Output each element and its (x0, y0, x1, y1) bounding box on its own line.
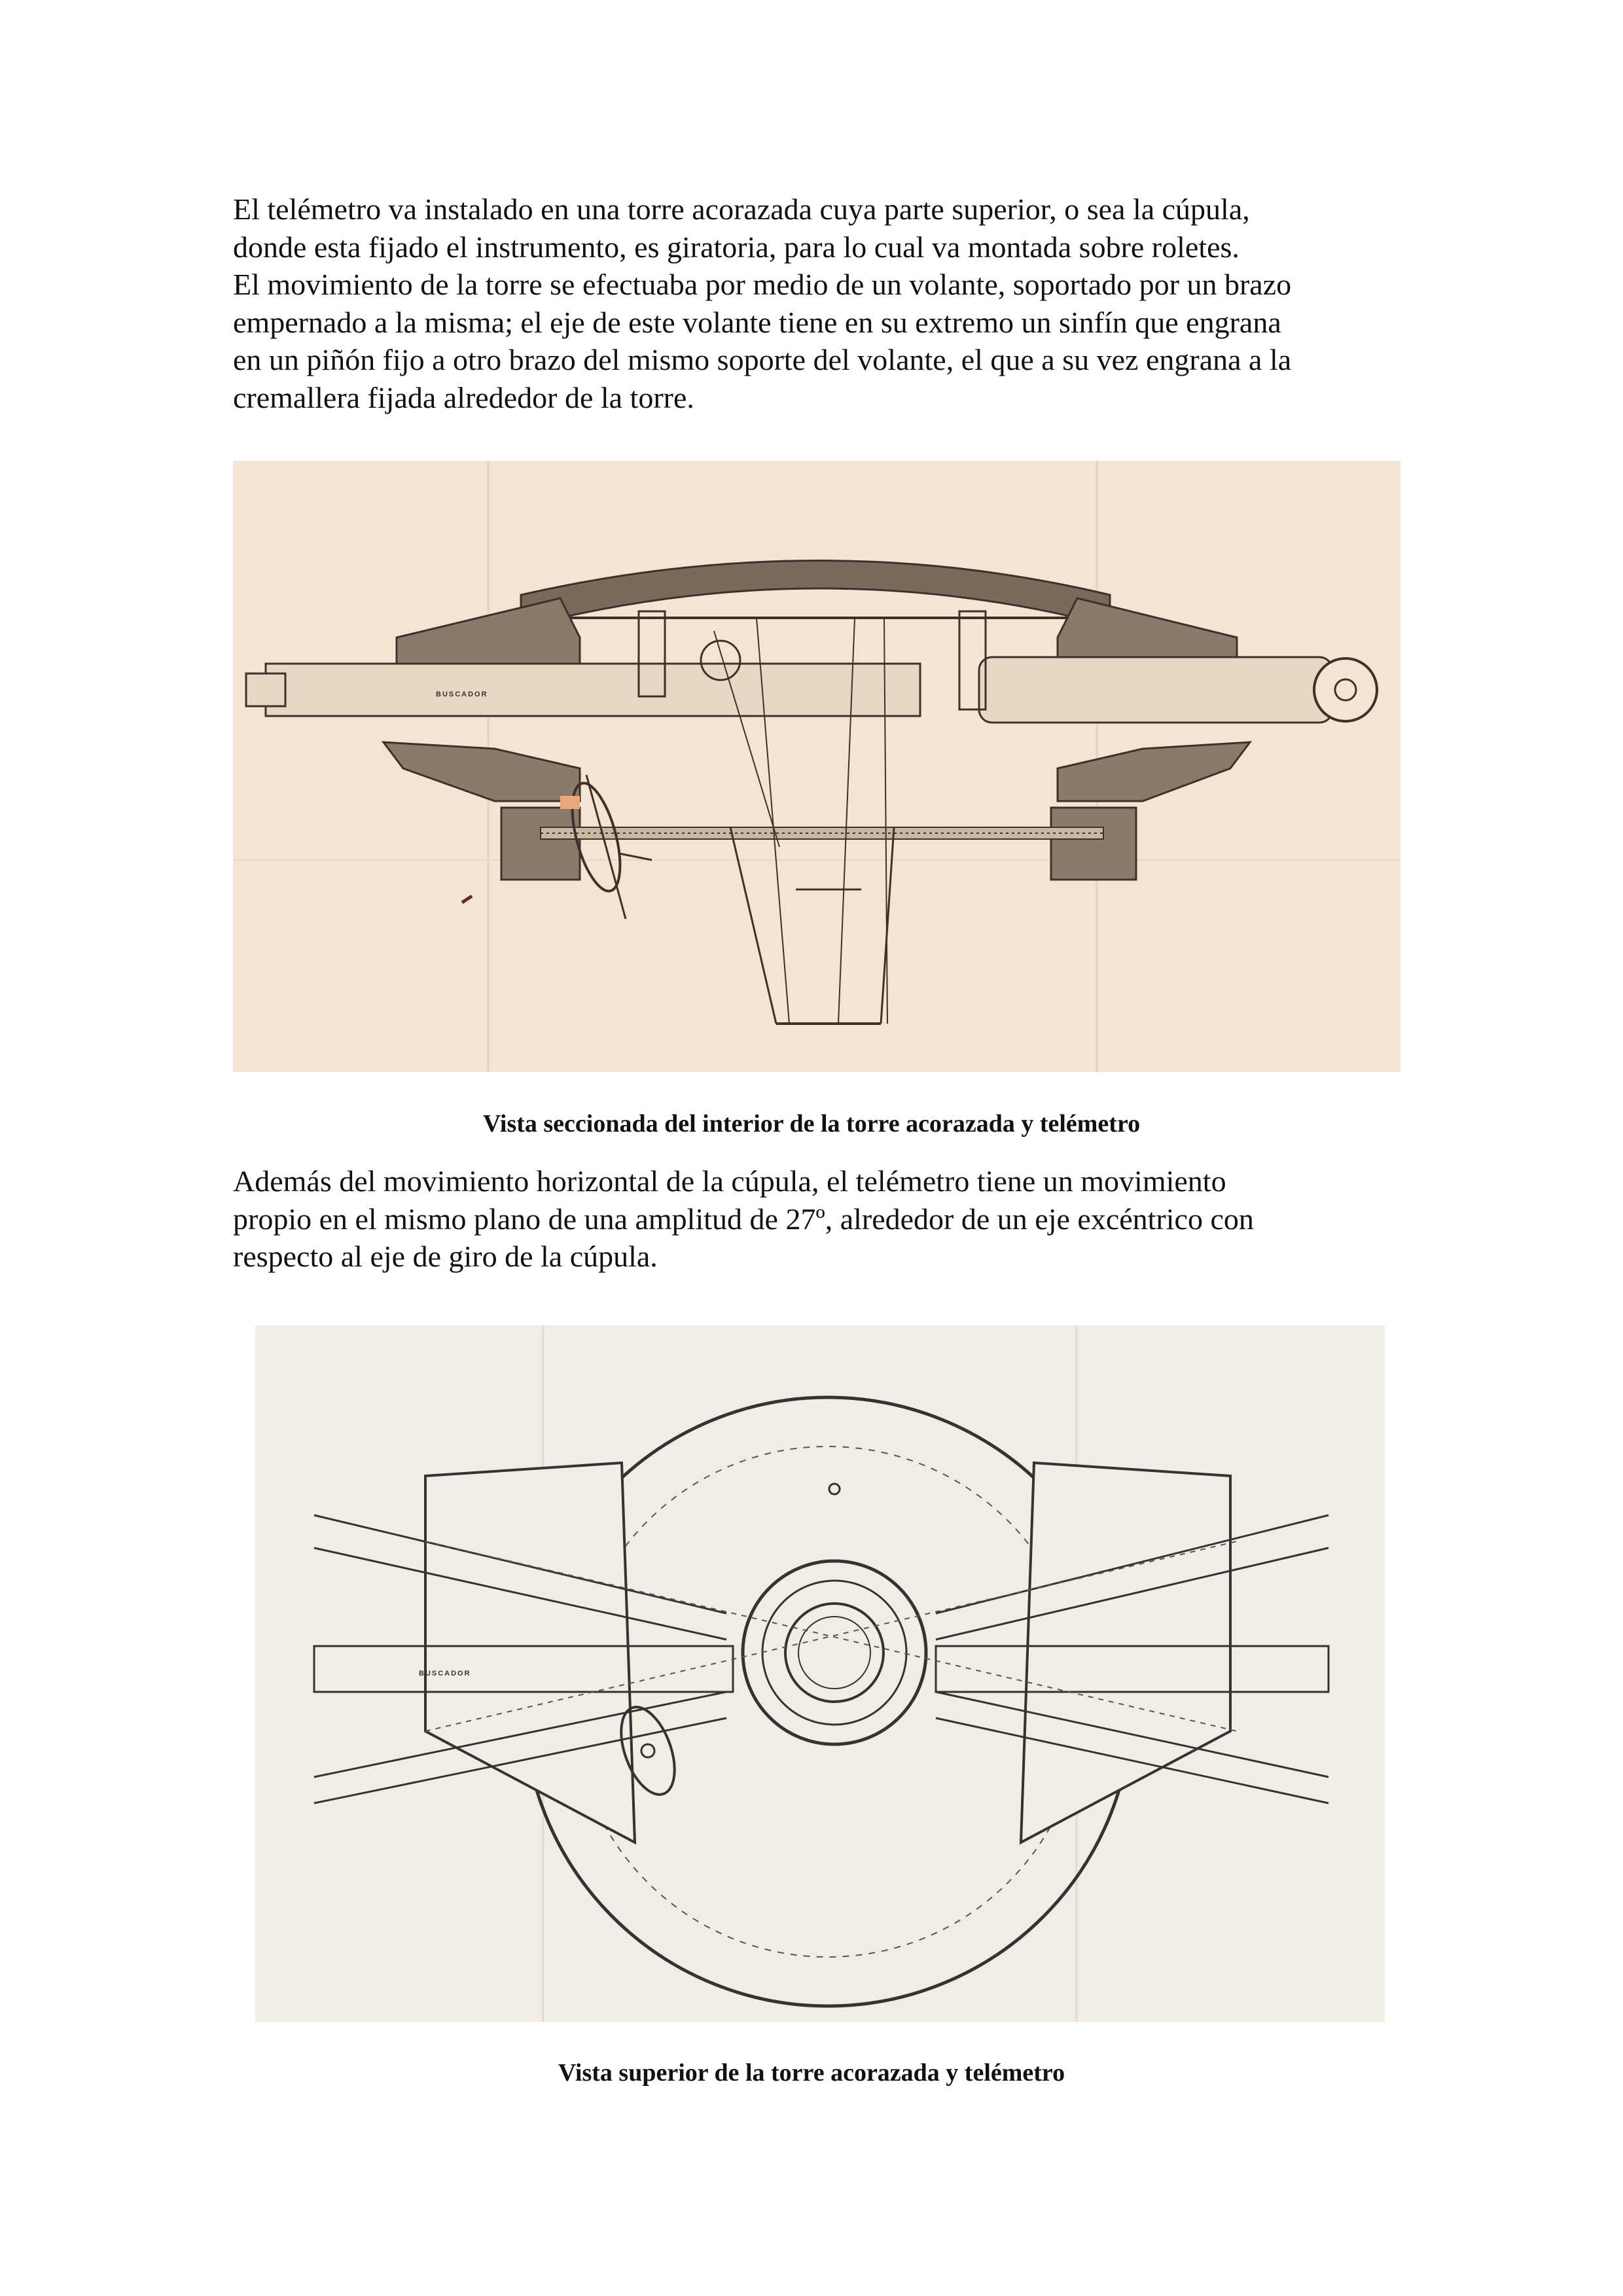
buscador-label: BUSCADOR (419, 1670, 471, 1677)
text-line: propio en el mismo plano de una amplitud de 27º, alrededor de un eje excéntrico con (233, 1202, 1254, 1236)
section-view-drawing (233, 461, 1400, 1072)
figure-caption-top: Vista superior de la torre acorazada y telémetro (558, 2059, 1065, 2087)
text-line: respecto al eje de giro de la cúpula. (233, 1240, 658, 1273)
text-line: empernado a la misma; el eje de este volante tiene en su extremo un sinfín que engrana (233, 305, 1281, 339)
text-line: El telémetro va instalado en una torre acorazada cuya parte superior, o sea la cúpula, (233, 192, 1250, 226)
paragraph-intro (233, 190, 1411, 416)
text-line: cremallera fijada alrededor de la torre. (233, 380, 694, 414)
text-line: Además del movimiento horizontal de la cúpula, el telémetro tiene un movimiento (233, 1164, 1226, 1198)
figure-caption-section: Vista seccionada del interior de la torre acorazada y telémetro (482, 1110, 1141, 1138)
text-line: donde esta fijado el instrumento, es giratoria, para lo cual va montada sobre roletes. (233, 230, 1240, 264)
text-line: El movimiento de la torre se efectuaba por medio de un volante, soportado por un brazo (233, 268, 1292, 301)
buscador-label: BUSCADOR (436, 691, 488, 698)
paragraph-movement (233, 1162, 1411, 1276)
top-view-drawing (255, 1325, 1385, 2022)
text-line: en un piñón fijo a otro brazo del mismo soporte del volante, el que a su vez engrana a la (233, 343, 1292, 376)
section-view-figure (233, 461, 1400, 1072)
top-view-figure (255, 1325, 1385, 2022)
